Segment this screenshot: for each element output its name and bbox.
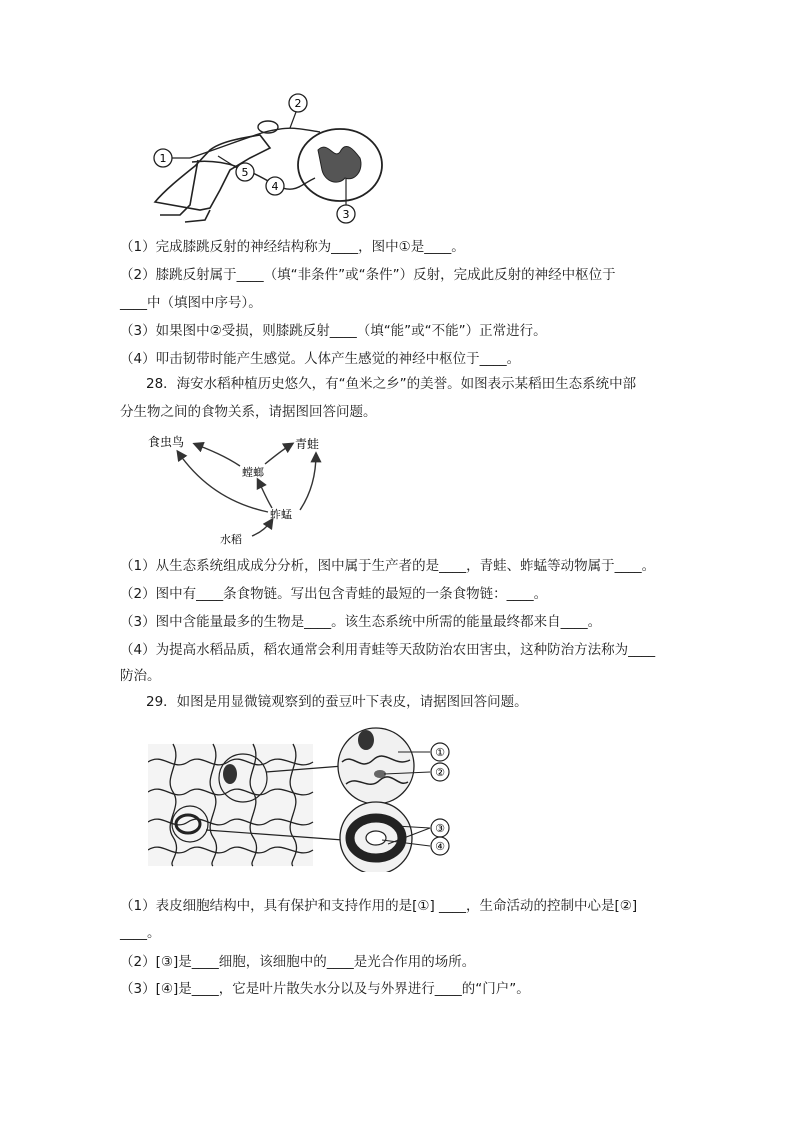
- q28-line-2: （2）图中有____条食物链。写出包含青蛙的最短的一条食物链：____。: [120, 586, 548, 602]
- q28-line-3: （3）图中含能量最多的生物是____。该生态系统中所需的能量最终都来自____。: [120, 614, 602, 630]
- q27-line-5: （4）叩击韧带时能产生感觉。人体产生感觉的神经中枢位于____。: [120, 351, 521, 367]
- q29-line-1: （1）表皮细胞结构中，具有保护和支持作用的是[①] ____，生命活动的控制中心是[②]: [120, 898, 638, 914]
- figure1-marker-2: [289, 94, 307, 128]
- leaf-epidermis-figure: [148, 722, 468, 872]
- svg-text:4: 4: [271, 180, 279, 193]
- reflex-arc-figure: [150, 90, 400, 230]
- svg-text:1: 1: [159, 152, 167, 165]
- svg-text:③: ③: [435, 822, 445, 835]
- q28-line-5: 防治。: [120, 668, 161, 684]
- svg-text:①: ①: [435, 746, 445, 759]
- svg-text:3: 3: [342, 208, 350, 221]
- q28-intro-1: 28．海安水稻种植历史悠久，有“鱼米之乡”的美誉。如图表示某稻田生态系统中部: [146, 376, 637, 392]
- svg-text:④: ④: [435, 840, 445, 853]
- q27-line-1: （1）完成膝跳反射的神经结构称为____，图中①是____。: [120, 239, 465, 255]
- q29-line-2: ____。: [120, 925, 161, 941]
- food-web-frog: 青蛙: [295, 437, 320, 451]
- figure1-marker-1: [154, 149, 190, 167]
- figure1-marker-4: [266, 177, 284, 195]
- q27-line-4: （3）如果图中②受损，则膝跳反射____（填“能”或“不能”）正常进行。: [120, 323, 547, 339]
- q28-line-1: （1）从生态系统组成成分分析，图中属于生产者的是____，青蛙、蚱蜢等动物属于____。: [120, 558, 656, 574]
- q28-intro-2: 分生物之间的食物关系，请据图回答问题。: [120, 404, 377, 420]
- svg-text:②: ②: [435, 766, 445, 779]
- svg-text:5: 5: [241, 166, 249, 179]
- food-web-figure: [140, 428, 360, 548]
- q27-line-3: ____中（填图中序号）。: [120, 295, 262, 311]
- q29-intro: 29．如图是用显微镜观察到的蚕豆叶下表皮，请据图回答问题。: [146, 694, 528, 710]
- food-web-rice: 水稻: [220, 533, 242, 546]
- q28-line-4: （4）为提高水稻品质，稻农通常会利用青蛙等天敌防治农田害虫，这种防治方法称为____: [120, 642, 656, 658]
- svg-text:2: 2: [294, 97, 302, 110]
- q27-line-2: （2）膝跳反射属于____（填“非条件”或“条件”）反射，完成此反射的神经中枢位于: [120, 267, 616, 283]
- food-web-bird: 食虫鸟: [148, 435, 185, 449]
- q29-line-4: （3）[④]是____，它是叶片散失水分以及与外界进行____的“门户”。: [120, 981, 530, 997]
- q29-line-3: （2）[③]是____细胞，该细胞中的____是光合作用的场所。: [120, 954, 476, 970]
- food-web-mantis: 螳螂: [242, 466, 264, 479]
- food-web-grasshopper: 蚱蜢: [270, 508, 292, 521]
